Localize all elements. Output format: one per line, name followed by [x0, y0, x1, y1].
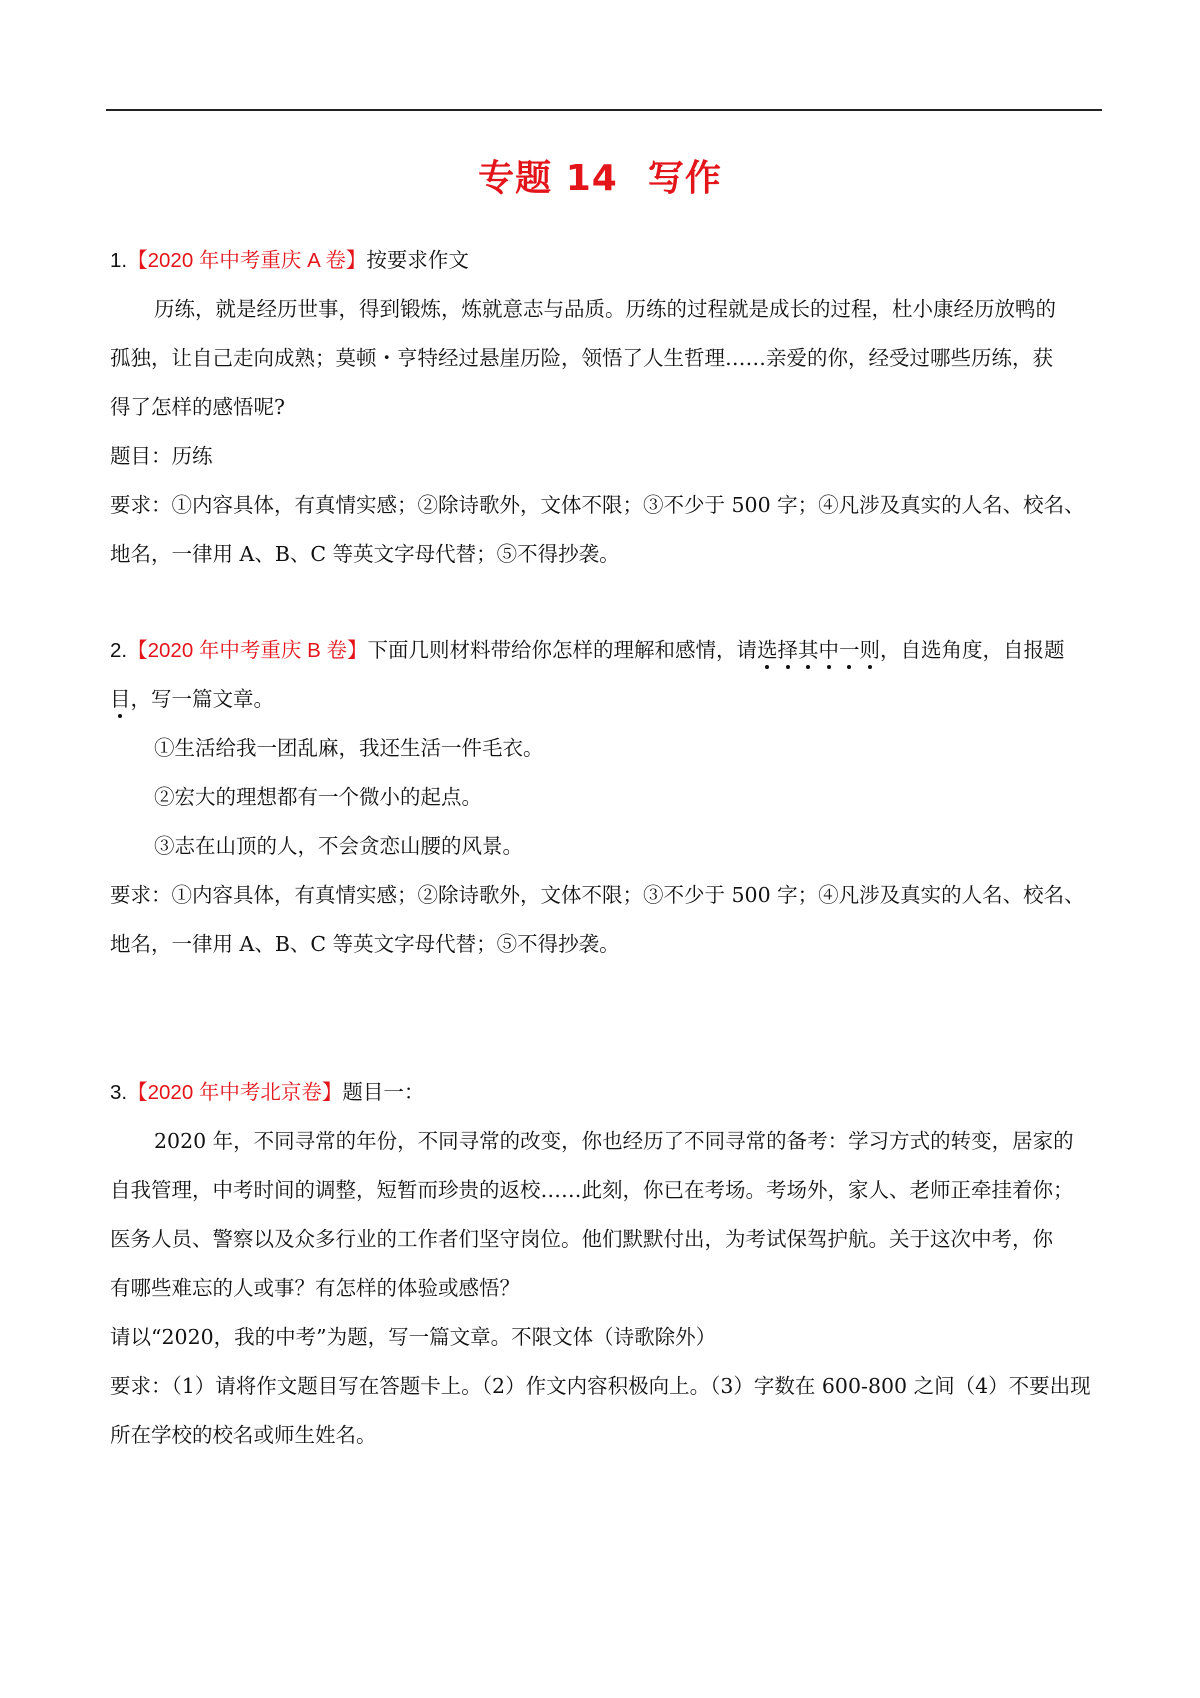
question-prompt: ，写一篇文章。: [130, 687, 274, 711]
question-2-requirements-line: 地名，一律用 A、B、C 等英文字母代替；⑤不得抄袭。: [110, 932, 620, 956]
question-number: 3.: [110, 1081, 128, 1104]
question-3-material-line: 2020 年，不同寻常的年份，不同寻常的改变，你也经历了不同寻常的备考：学习方式的转变，居家的: [154, 1129, 1074, 1153]
question-3-material-line: 有哪些难忘的人或事？有怎样的体验或感悟？: [110, 1276, 520, 1300]
question-3-heading: [110, 1068, 1100, 1117]
question-3-material-line: 医务人员、警察以及众多行业的工作者们坚守岗位。他们默默付出，为考试保驾护航。关于这次中考，你: [110, 1227, 1053, 1251]
question-1-heading: [110, 236, 1100, 285]
question-1-material-line: 孤独，让自己走向成熟；莫顿・亨特经过悬崖历险，领悟了人生哲理……亲爱的你，经受过哪些历练，获: [110, 346, 1053, 370]
question-2: [110, 626, 1100, 969]
question-3: [110, 1068, 1100, 1460]
material-item: ①生活给我一团乱麻，我还生活一件毛衣。: [154, 736, 544, 760]
question-prompt: 按要求作文: [366, 248, 469, 272]
page-title: [0, 150, 1200, 201]
emphasis-char: 择: [777, 638, 798, 662]
question-3-requirements-line: 所在学校的校名或师生姓名。: [110, 1423, 377, 1447]
title-topic-name: 写作: [647, 158, 722, 199]
question-source: 【2020 年中考重庆 B 卷】: [127, 639, 368, 662]
question-3-material-line: 自我管理，中考时间的调整，短暂而珍贵的返校……此刻，你已在考场。考场外，家人、老师正牵挂着你；: [110, 1178, 1074, 1202]
header-rule: [106, 109, 1102, 111]
question-number: 2.: [110, 639, 128, 662]
question-source: 【2020 年中考重庆 A 卷】: [127, 249, 367, 272]
question-1-material-line: 得了怎样的感悟呢?: [110, 395, 285, 419]
material-item: ③志在山顶的人，不会贪恋山腰的风景。: [154, 834, 523, 858]
question-3-task: 请以“2020，我的中考”为题，写一篇文章。不限文体（诗歌除外）: [110, 1325, 717, 1349]
question-prompt: ，自选角度，自报题: [879, 638, 1065, 662]
question-1-material-line: 历练，就是经历世事，得到锻炼，炼就意志与品质。历练的过程就是成长的过程，杜小康经历放鸭的: [154, 297, 1056, 321]
question-1-requirements-line: 要求：①内容具体，有真情实感；②除诗歌外，文体不限；③不少于 500 字；④凡涉及真实的人名、校名、: [110, 493, 1085, 517]
emphasis-char: 选: [756, 638, 778, 662]
emphasis-char: 中: [818, 638, 839, 662]
question-1-topic: 题目：历练: [110, 444, 213, 468]
question-number: 1.: [110, 249, 128, 272]
emphasis-char: 则: [859, 638, 880, 662]
title-topic-number: 专题 14: [478, 158, 618, 199]
question-3-requirements-line: 要求：（1）请将作文题目写在答题卡上。（2）作文内容积极向上。（3）字数在 600-800 之间（4）不要出现: [110, 1374, 1091, 1398]
question-2-prompt-line: [110, 675, 1100, 724]
question-1-requirements-line: 地名，一律用 A、B、C 等英文字母代替；⑤不得抄袭。: [110, 542, 620, 566]
emphasis-char: 一: [838, 638, 860, 662]
material-item: ②宏大的理想都有一个微小的起点。: [154, 785, 482, 809]
emphasis-char: 其: [797, 638, 819, 662]
question-prompt: 题目一：: [342, 1080, 425, 1104]
question-source: 【2020 年中考北京卷】: [127, 1081, 343, 1104]
question-prompt: 下面几则材料带给你怎样的理解和感情，请: [367, 638, 757, 662]
question-2-requirements-line: 要求：①内容具体，有真情实感；②除诗歌外，文体不限；③不少于 500 字；④凡涉及真实的人名、校名、: [110, 883, 1085, 907]
emphasis-char: 目: [110, 687, 131, 711]
question-2-heading: [110, 626, 1100, 675]
question-1: [110, 236, 1100, 579]
